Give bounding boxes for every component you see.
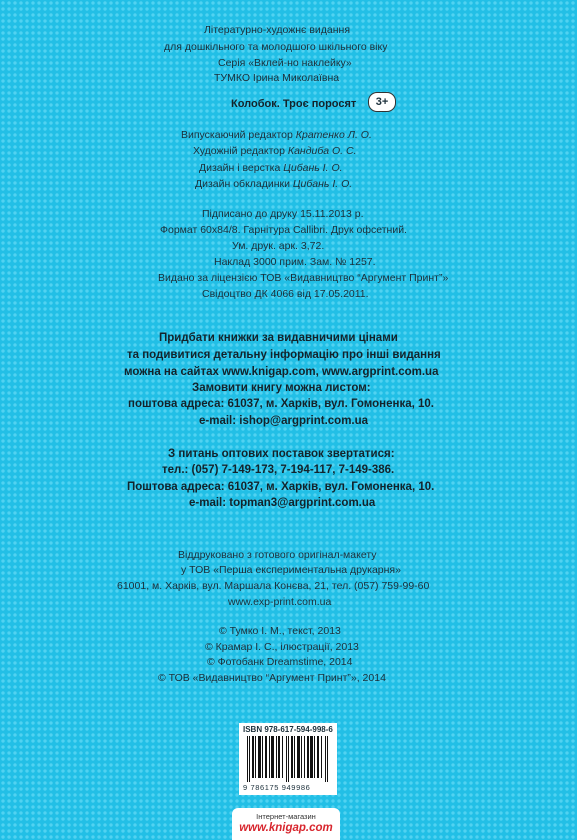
- print-info-line: Наклад 3000 прим. Зам. № 1257.: [214, 256, 376, 268]
- print-info-line: Свідоцтво ДК 4066 від 17.05.2011.: [202, 288, 369, 300]
- credit-line: Художній редактор Кандиба О. С.: [193, 145, 357, 157]
- copyright-line: © Фотобанк Dreamstime, 2014: [207, 656, 353, 668]
- print-info-line: Формат 60х84/8. Гарнітура Callibri. Друк офсетний.: [160, 224, 407, 236]
- order-email: e-mail: ishop@argprint.com.ua: [199, 415, 369, 427]
- order-info-line: та подивитися детальну інформацію про інші видання: [127, 349, 441, 361]
- credit-line: Випускаючий редактор Кратенко Л. О.: [181, 129, 372, 141]
- author-line: ТУМКО Ірина Миколаївна: [214, 72, 340, 84]
- print-info-line: Підписано до друку 15.11.2013 р.: [202, 208, 364, 220]
- wholesale-info-line: З питань оптових поставок звертатися:: [168, 448, 395, 460]
- print-info-line: Ум. друк. арк. 3,72.: [232, 240, 325, 252]
- print-info-line: Видано за ліцензією ТОВ «Видавництво “Аргумент Принт”»: [158, 272, 449, 284]
- credit-line: Дизайн обкладинки Цибань І. О.: [195, 178, 353, 190]
- order-info-line: поштова адреса: 61037, м. Харків, вул. Гомоненка, 10.: [128, 398, 434, 410]
- intro-line: Серія «Вклей-но наклейку»: [218, 57, 352, 69]
- order-info-line: можна на сайтах www.knigap.com, www.argprint.com.ua: [124, 366, 439, 378]
- order-info-line: Замовити книгу можна листом:: [192, 382, 371, 394]
- wholesale-address: Поштова адреса: 61037, м. Харків, вул. Гомоненка, 10.: [127, 481, 435, 493]
- barcode-icon: [247, 736, 329, 782]
- copyright-line: © ТОВ «Видавництво “Аргумент Принт”», 2014: [158, 672, 386, 684]
- order-info-line: Придбати книжки за видавничими цінами: [159, 332, 398, 344]
- online-shop-tab[interactable]: [232, 808, 340, 840]
- isbn-barcode-box: [239, 723, 337, 795]
- copyright-line: © Крамар І. С., ілюстрації, 2013: [205, 641, 359, 653]
- printer-info-line: у ТОВ «Перша експериментальна друкарня»: [181, 564, 401, 576]
- intro-line: для дошкільного та молодшого шкільного віку: [164, 41, 388, 53]
- copyright-line: © Тумко І. М., текст, 2013: [219, 625, 341, 637]
- barcode-digits: 9 786175 949986: [243, 783, 311, 792]
- printer-website: www.exp-print.com.ua: [228, 596, 332, 608]
- wholesale-phone: тел.: (057) 7-149-173, 7-194-117, 7-149-386.: [162, 464, 395, 476]
- isbn-number: ISBN 978-617-594-998-6: [243, 725, 333, 734]
- age-badge: 3+: [368, 92, 396, 112]
- intro-line: Літературно-художнє видання: [204, 24, 351, 36]
- shop-label: Інтернет-магазин: [256, 812, 316, 821]
- printer-info-line: Віддруковано з готового оригінал-макету: [178, 549, 377, 561]
- printer-info-line: 61001, м. Харків, вул. Маршала Конєва, 21, тел. (057) 759-99-60: [117, 580, 430, 592]
- shop-url-link[interactable]: www.knigap.com: [239, 822, 333, 834]
- wholesale-email: e-mail: topman3@argprint.com.ua: [189, 497, 376, 509]
- credit-line: Дизайн і верстка Цибань І. О.: [199, 162, 343, 174]
- book-title: Колобок. Троє поросят: [231, 98, 357, 110]
